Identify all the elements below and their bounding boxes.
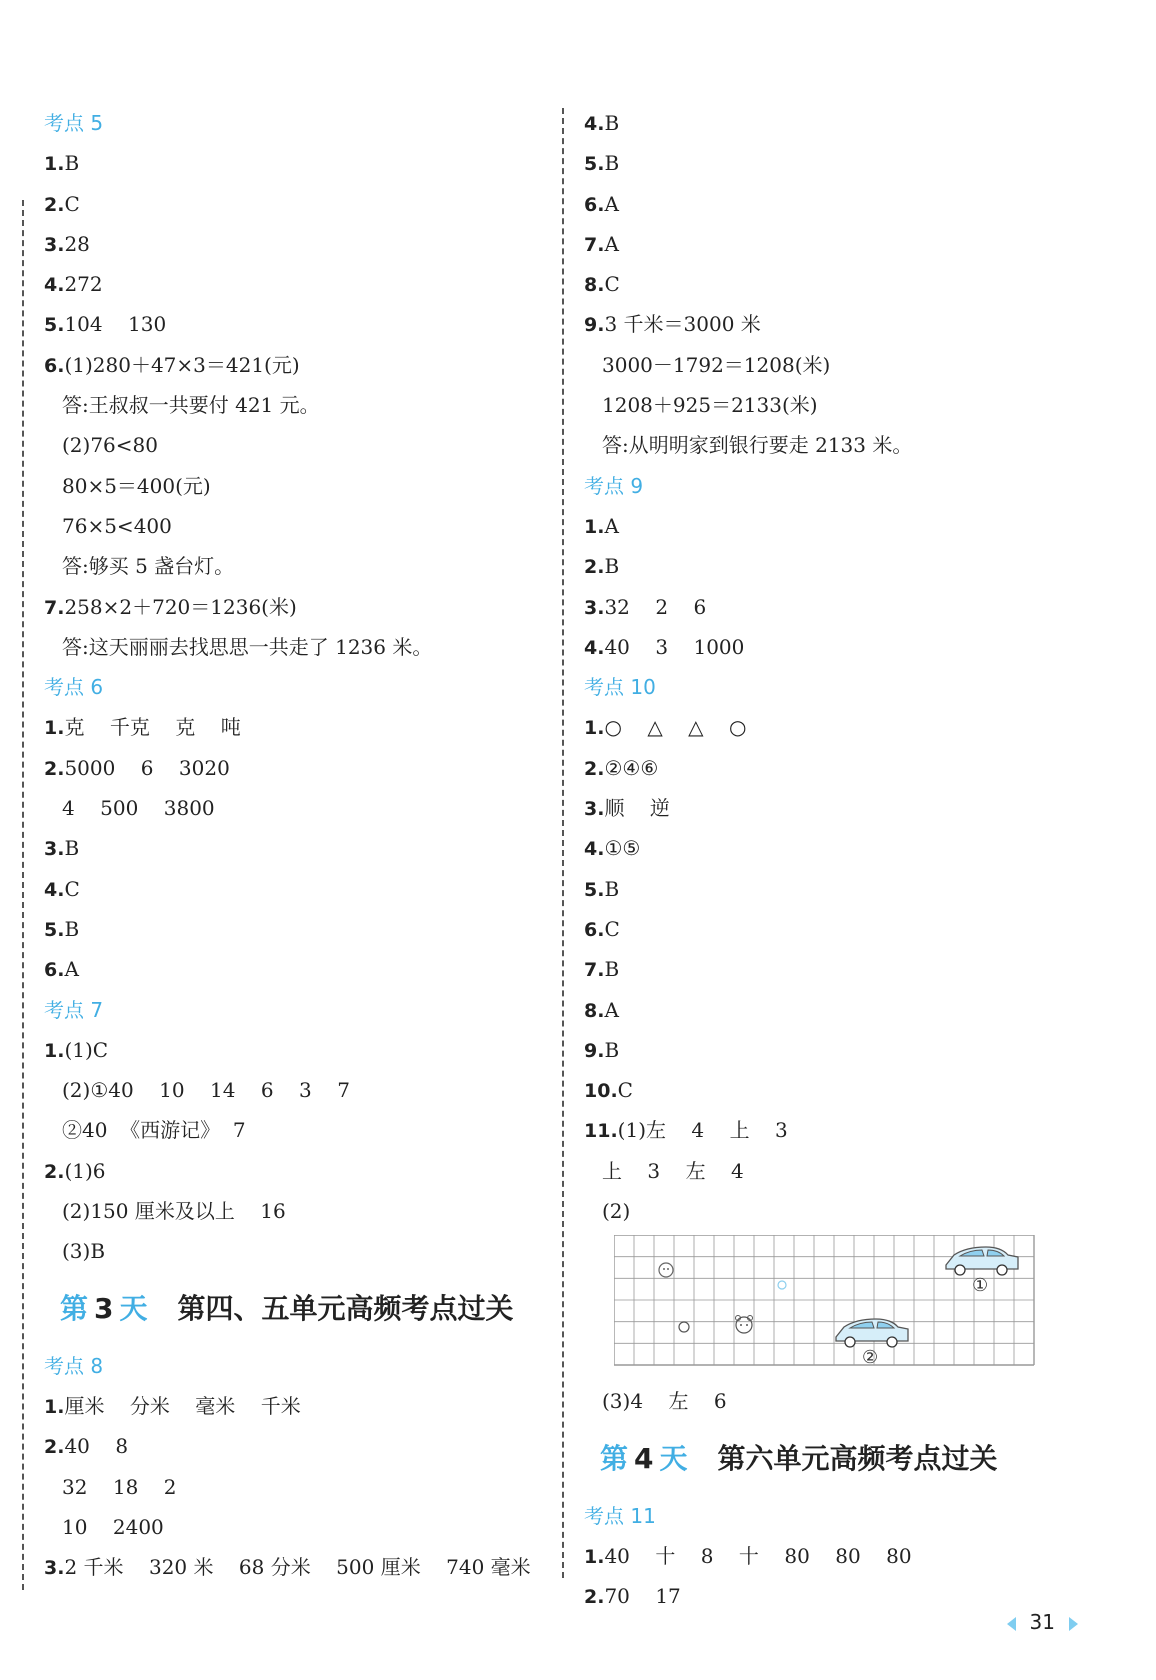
answer-line xyxy=(44,466,544,506)
question-number: 11. xyxy=(584,1120,618,1143)
question-number: 3. xyxy=(584,596,605,619)
answer-text: B xyxy=(604,1037,620,1062)
question-number: 6. xyxy=(584,918,605,941)
answer-line xyxy=(584,748,1104,788)
answer-text: B xyxy=(604,876,620,901)
answer-line xyxy=(584,1070,1104,1110)
answer-text: A xyxy=(64,957,79,982)
question-number: 2. xyxy=(44,1160,65,1183)
answer-line xyxy=(44,184,544,224)
answer-line xyxy=(44,1547,544,1587)
answer-text: (1)280＋47×3＝421(元) xyxy=(64,352,300,377)
question-number: 1. xyxy=(584,515,605,538)
answer-text: (1)左 4 上 3 xyxy=(617,1118,788,1143)
answer-line xyxy=(44,506,544,546)
answer-text: B xyxy=(604,151,620,176)
question-number: 6. xyxy=(44,354,65,377)
question-number: 10. xyxy=(584,1080,618,1103)
question-number: 3. xyxy=(44,838,65,861)
answer-text: A xyxy=(604,191,619,216)
answer-line xyxy=(584,1536,1104,1576)
answer-line xyxy=(44,1191,544,1231)
answer-line xyxy=(584,990,1104,1030)
answer-line xyxy=(584,184,1104,224)
answer-line xyxy=(44,425,544,465)
day4-tian: 天 xyxy=(659,1441,688,1475)
grid-svg xyxy=(614,1235,1064,1380)
answer-text: (2)150 厘米及以上 16 xyxy=(62,1199,286,1224)
answer-text: 5000 6 3020 xyxy=(64,755,230,780)
question-number: 1. xyxy=(44,1039,65,1062)
question-number: 8. xyxy=(584,274,605,297)
cat-icon xyxy=(659,1263,673,1277)
answer-text: 顺 逆 xyxy=(604,796,670,821)
page-number-nav xyxy=(1007,1610,1078,1634)
answer-line xyxy=(44,869,544,909)
answer-line xyxy=(44,264,544,304)
question-number: 8. xyxy=(584,999,605,1022)
car-2-icon xyxy=(836,1319,908,1347)
answer-text: 70 17 xyxy=(604,1584,681,1609)
k8-list xyxy=(44,1386,544,1587)
answer-text: 258×2＋720＝1236(米) xyxy=(64,594,297,619)
question-number: 4. xyxy=(584,113,605,135)
answer-line xyxy=(584,909,1104,949)
answer-text: 厘米 分米 毫米 千米 xyxy=(64,1393,301,1418)
question-number: 5. xyxy=(44,918,65,941)
answer-text: ②④⑥ xyxy=(604,755,659,780)
answer-text: (3)4 左 6 xyxy=(602,1389,727,1414)
day4-di: 第 xyxy=(600,1441,629,1475)
answer-text: (3)B xyxy=(62,1239,106,1264)
answer-text: B xyxy=(64,151,80,176)
answer-line xyxy=(44,587,544,627)
answer-line xyxy=(44,1426,544,1466)
answer-text: 上 3 左 4 xyxy=(602,1158,744,1183)
question-number: 7. xyxy=(44,596,65,619)
question-number: 7. xyxy=(584,959,605,982)
question-number: 2. xyxy=(44,757,65,780)
section-label-k7: 考点 7 xyxy=(44,997,104,1022)
question-number: 2. xyxy=(584,556,605,579)
question-number: 3. xyxy=(44,233,65,256)
answer-line xyxy=(44,949,544,989)
question-number: 4. xyxy=(584,838,605,861)
answer-text: A xyxy=(604,513,619,538)
question-number: 3. xyxy=(584,798,605,821)
answer-line xyxy=(44,1030,544,1070)
answer-text: 28 xyxy=(64,231,90,256)
answer-text: 32 2 6 xyxy=(604,594,707,619)
answer-line xyxy=(44,385,544,425)
left-divider xyxy=(22,200,24,1590)
section-label-k6: 考点 6 xyxy=(44,675,104,700)
answer-line xyxy=(584,869,1104,909)
question-number: 1. xyxy=(44,1395,65,1418)
day3-number: 3 xyxy=(94,1291,114,1325)
answer-line xyxy=(44,1110,544,1150)
section-label-k10: 考点 10 xyxy=(584,675,656,700)
answer-line xyxy=(44,304,544,344)
answer-text: B xyxy=(64,916,80,941)
next-page-icon[interactable] xyxy=(1069,1617,1078,1631)
question-number: 3. xyxy=(44,1557,65,1580)
answer-line xyxy=(584,1030,1104,1070)
question-number: 9. xyxy=(584,1039,605,1062)
answer-text: 10 2400 xyxy=(62,1514,164,1539)
answer-text: 40 8 xyxy=(64,1434,129,1459)
answer-text: 答:这天丽丽去找思思一共走了 1236 米。 xyxy=(62,634,433,659)
section-label-k9: 考点 9 xyxy=(584,473,644,498)
answer-line xyxy=(584,264,1104,304)
answer-line xyxy=(584,385,1104,425)
answer-line xyxy=(44,788,544,828)
day3-di: 第 xyxy=(60,1291,89,1325)
question-number: 5. xyxy=(44,314,65,337)
answer-line xyxy=(44,546,544,586)
answer-text: B xyxy=(64,836,80,861)
day4-title: 第六单元高频考点过关 xyxy=(717,1441,998,1475)
question-number: 1. xyxy=(44,153,65,176)
answer-line xyxy=(584,949,1104,989)
question-number: 2. xyxy=(584,757,605,780)
answer-text: 2 千米 320 米 68 分米 500 厘米 740 毫米 xyxy=(64,1555,531,1580)
answer-text: C xyxy=(64,876,80,901)
day3-tian: 天 xyxy=(119,1291,148,1325)
answer-line xyxy=(584,506,1104,546)
car-1-icon xyxy=(946,1247,1018,1275)
k10-after-list xyxy=(584,1381,1104,1421)
position-grid-figure xyxy=(584,1231,1104,1381)
answer-line xyxy=(44,627,544,667)
answer-line xyxy=(44,1507,544,1547)
answer-text: C xyxy=(617,1078,633,1103)
answer-line xyxy=(584,627,1104,667)
answer-text: A xyxy=(604,231,619,256)
section-label-k11: 考点 11 xyxy=(584,1503,656,1528)
car-2-label: ② xyxy=(862,1347,879,1369)
small-circle-marker xyxy=(778,1281,786,1289)
question-number: 4. xyxy=(44,274,65,297)
answer-text: 答:从明明家到银行要走 2133 米。 xyxy=(602,433,913,458)
answer-line xyxy=(44,828,544,868)
answer-text: ○ △ △ ○ xyxy=(604,715,747,740)
answer-text: 76×5<400 xyxy=(62,513,172,538)
question-number: 1. xyxy=(44,717,65,740)
answer-line xyxy=(584,546,1104,586)
answer-line xyxy=(584,587,1104,627)
answer-line xyxy=(584,224,1104,264)
k5-list xyxy=(44,143,544,667)
answer-line xyxy=(584,1191,1104,1231)
answer-text: 40 十 8 十 80 80 80 xyxy=(604,1543,912,1568)
answer-text: C xyxy=(604,272,620,297)
answer-line xyxy=(44,224,544,264)
question-number: 4. xyxy=(584,636,605,659)
answer-line xyxy=(584,103,1104,143)
question-number: 2. xyxy=(584,1586,605,1609)
answer-line xyxy=(44,909,544,949)
answer-line xyxy=(44,1070,544,1110)
question-number: 9. xyxy=(584,314,605,337)
answer-line xyxy=(584,1110,1104,1150)
answer-text: 答:够买 5 盏台灯。 xyxy=(62,554,235,579)
question-number: 5. xyxy=(584,153,605,176)
k7-list xyxy=(44,1030,544,1272)
answer-text: (1)6 xyxy=(64,1158,106,1183)
answer-text: 40 3 1000 xyxy=(604,634,745,659)
question-number: 7. xyxy=(584,233,605,256)
answer-line xyxy=(584,1151,1104,1191)
hollow-circle-marker xyxy=(679,1322,689,1332)
bear-icon xyxy=(736,1316,753,1334)
answer-text: 32 18 2 xyxy=(62,1474,177,1499)
question-number: 1. xyxy=(584,717,605,740)
answer-line xyxy=(584,1381,1104,1421)
question-number: 2. xyxy=(44,1436,65,1459)
answer-line xyxy=(584,425,1104,465)
answer-text: (2)76<80 xyxy=(62,433,158,458)
answer-text: C xyxy=(64,191,80,216)
answer-text: 1208＋925＝2133(米) xyxy=(602,393,818,418)
answer-text: 3000－1792＝1208(米) xyxy=(602,352,831,377)
answer-text: (1)C xyxy=(64,1037,109,1062)
page-number: 31 xyxy=(1029,1610,1055,1634)
answer-line xyxy=(584,788,1104,828)
question-number: 5. xyxy=(584,878,605,901)
k11-list xyxy=(584,1536,1104,1617)
answer-text: A xyxy=(604,997,619,1022)
answer-line xyxy=(584,707,1104,747)
answer-text: 答:王叔叔一共要付 421 元。 xyxy=(62,393,320,418)
answer-line xyxy=(44,1386,544,1426)
answer-text: (2)①40 10 14 6 3 7 xyxy=(62,1078,350,1103)
answer-text: B xyxy=(604,111,620,135)
car-1-label: ① xyxy=(972,1275,989,1297)
answer-text: B xyxy=(604,554,620,579)
question-number: 1. xyxy=(584,1545,605,1568)
answer-line xyxy=(44,1467,544,1507)
answer-text: 克 千克 克 吨 xyxy=(64,715,241,740)
answer-text: ②40 《西游记》 7 xyxy=(62,1118,246,1143)
answer-text: ①⑤ xyxy=(604,836,641,861)
right-top-list xyxy=(584,103,1104,466)
right-column xyxy=(584,103,1104,1617)
answer-line xyxy=(44,143,544,183)
answer-line xyxy=(584,828,1104,868)
day3-title: 第四、五单元高频考点过关 xyxy=(177,1291,514,1325)
k9-list xyxy=(584,506,1104,667)
answer-line xyxy=(44,345,544,385)
left-column xyxy=(44,103,544,1587)
answer-text: (2) xyxy=(602,1199,631,1224)
answer-text: 4 500 3800 xyxy=(62,796,215,821)
answer-line xyxy=(44,748,544,788)
answer-line xyxy=(44,1151,544,1191)
answer-text: 3 千米＝3000 米 xyxy=(604,312,761,337)
day3-heading xyxy=(44,1272,544,1346)
day4-heading xyxy=(584,1422,1104,1496)
answer-text: B xyxy=(604,957,620,982)
answer-line xyxy=(584,304,1104,344)
answer-line xyxy=(44,1231,544,1271)
question-number: 6. xyxy=(44,959,65,982)
question-number: 6. xyxy=(584,193,605,216)
answer-text: C xyxy=(604,916,620,941)
section-label-k8: 考点 8 xyxy=(44,1353,104,1378)
question-number: 2. xyxy=(44,193,65,216)
day4-number: 4 xyxy=(634,1441,654,1475)
center-divider xyxy=(562,108,564,1578)
answer-text: 272 xyxy=(64,272,103,297)
answer-text: 104 130 xyxy=(64,312,167,337)
prev-page-icon[interactable] xyxy=(1007,1617,1016,1631)
section-label-k5: 考点 5 xyxy=(44,111,104,135)
question-number: 4. xyxy=(44,878,65,901)
answer-text: 80×5＝400(元) xyxy=(62,473,211,498)
answer-line xyxy=(584,345,1104,385)
k10-list xyxy=(584,707,1104,1231)
k6-list xyxy=(44,707,544,989)
answer-line xyxy=(584,143,1104,183)
answer-line xyxy=(44,707,544,747)
